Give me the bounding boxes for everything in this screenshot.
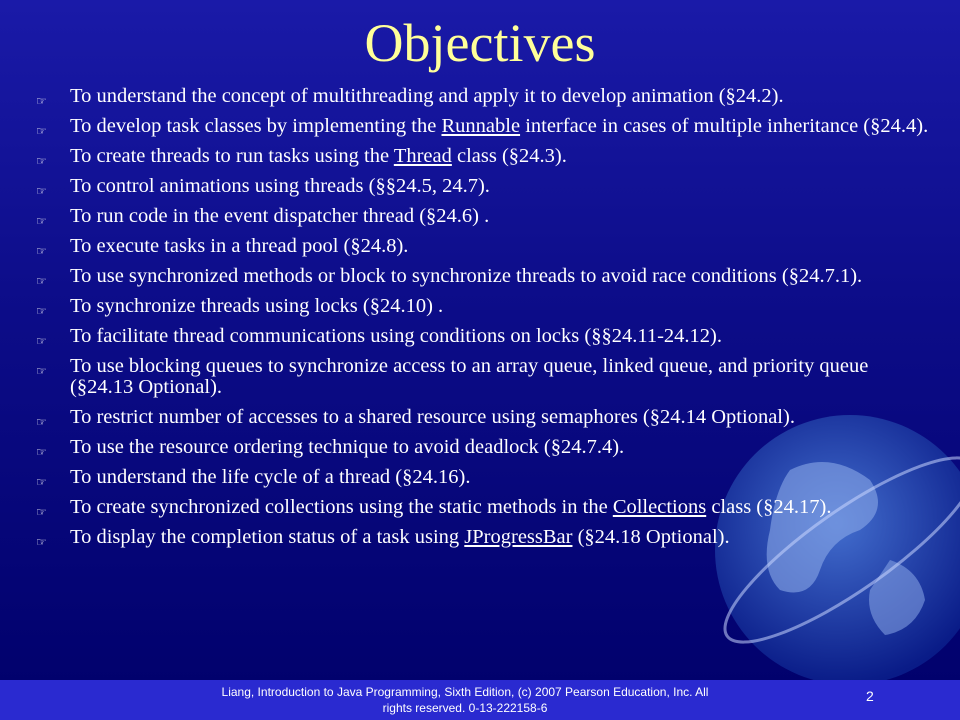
objective-item	[36, 146, 936, 167]
objective-text: To use the resource ordering technique to avoid deadlock (§24.7.4).	[70, 436, 625, 458]
footer-text	[180, 684, 750, 716]
objective-item	[36, 266, 936, 287]
pointing-hand-icon: ☞	[36, 364, 47, 378]
objective-text: To control animations using threads (§§24.5, 24.7).	[70, 175, 490, 197]
objective-text: To use synchronized methods or block to synchronize threads to avoid race conditions (§24.7.1).	[70, 265, 863, 287]
objective-item	[36, 527, 936, 548]
class-name-link: JProgressBar	[464, 526, 573, 548]
objective-text-tail: class (§24.17).	[706, 496, 832, 518]
footer-line-1: Liang, Introduction to Java Programming, Sixth Edition, (c) 2007 Pearson Education, Inc. All	[221, 685, 709, 699]
pointing-hand-icon: ☞	[36, 184, 47, 198]
page-number: 2	[866, 688, 874, 704]
objective-text-tail: (§24.18 Optional).	[572, 526, 730, 548]
pointing-hand-icon: ☞	[36, 124, 47, 138]
objective-item	[36, 407, 936, 428]
objective-text: To use blocking queues to synchronize access to an array queue, linked queue, and priority queue (§24.13 Optional).	[70, 355, 869, 398]
objective-text-tail: class (§24.3).	[451, 145, 567, 167]
objective-item	[36, 116, 936, 137]
objective-item	[36, 437, 936, 458]
pointing-hand-icon: ☞	[36, 334, 47, 348]
objective-text: To understand the concept of multithreading and apply it to develop animation (§24.2).	[70, 85, 784, 107]
class-name-link: Thread	[393, 145, 452, 167]
objective-text: To synchronize threads using locks (§24.10) .	[70, 295, 444, 317]
pointing-hand-icon: ☞	[36, 415, 47, 429]
objective-item	[36, 86, 936, 107]
objective-text-tail: interface in cases of multiple inheritance (§24.4).	[520, 115, 929, 137]
pointing-hand-icon: ☞	[36, 475, 47, 489]
footer-line-2: rights reserved. 0-13-222158-6	[382, 701, 548, 715]
slide-title: Objectives	[364, 13, 596, 73]
pointing-hand-icon: ☞	[36, 445, 47, 459]
pointing-hand-icon: ☞	[36, 304, 47, 318]
objective-item	[36, 356, 936, 398]
objective-text: To run code in the event dispatcher thread (§24.6) .	[70, 205, 490, 227]
pointing-hand-icon: ☞	[36, 214, 47, 228]
objective-text: To create threads to run tasks using the	[70, 145, 394, 167]
objective-item	[36, 467, 936, 488]
objective-text: To execute tasks in a thread pool (§24.8).	[70, 235, 409, 257]
objective-text: To understand the life cycle of a thread (§24.16).	[70, 466, 471, 488]
objective-item	[36, 236, 936, 257]
objective-item	[36, 176, 936, 197]
pointing-hand-icon: ☞	[36, 154, 47, 168]
class-name-link: Runnable	[441, 115, 521, 137]
pointing-hand-icon: ☞	[36, 94, 47, 108]
pointing-hand-icon: ☞	[36, 535, 47, 549]
objective-text: To facilitate thread communications using conditions on locks (§§24.11-24.12).	[70, 325, 722, 347]
pointing-hand-icon: ☞	[36, 244, 47, 258]
class-name-link: Collections	[612, 496, 707, 518]
objectives-list	[36, 86, 936, 557]
pointing-hand-icon: ☞	[36, 274, 47, 288]
objective-text: To create synchronized collections using the static methods in the	[70, 496, 613, 518]
objective-item	[36, 497, 936, 518]
objective-text: To display the completion status of a task using	[70, 526, 465, 548]
pointing-hand-icon: ☞	[36, 505, 47, 519]
objective-item	[36, 296, 936, 317]
objective-item	[36, 206, 936, 227]
objective-text: To develop task classes by implementing the	[70, 115, 442, 137]
objective-item	[36, 326, 936, 347]
objective-text: To restrict number of accesses to a shared resource using semaphores (§24.14 Optional).	[70, 406, 795, 428]
